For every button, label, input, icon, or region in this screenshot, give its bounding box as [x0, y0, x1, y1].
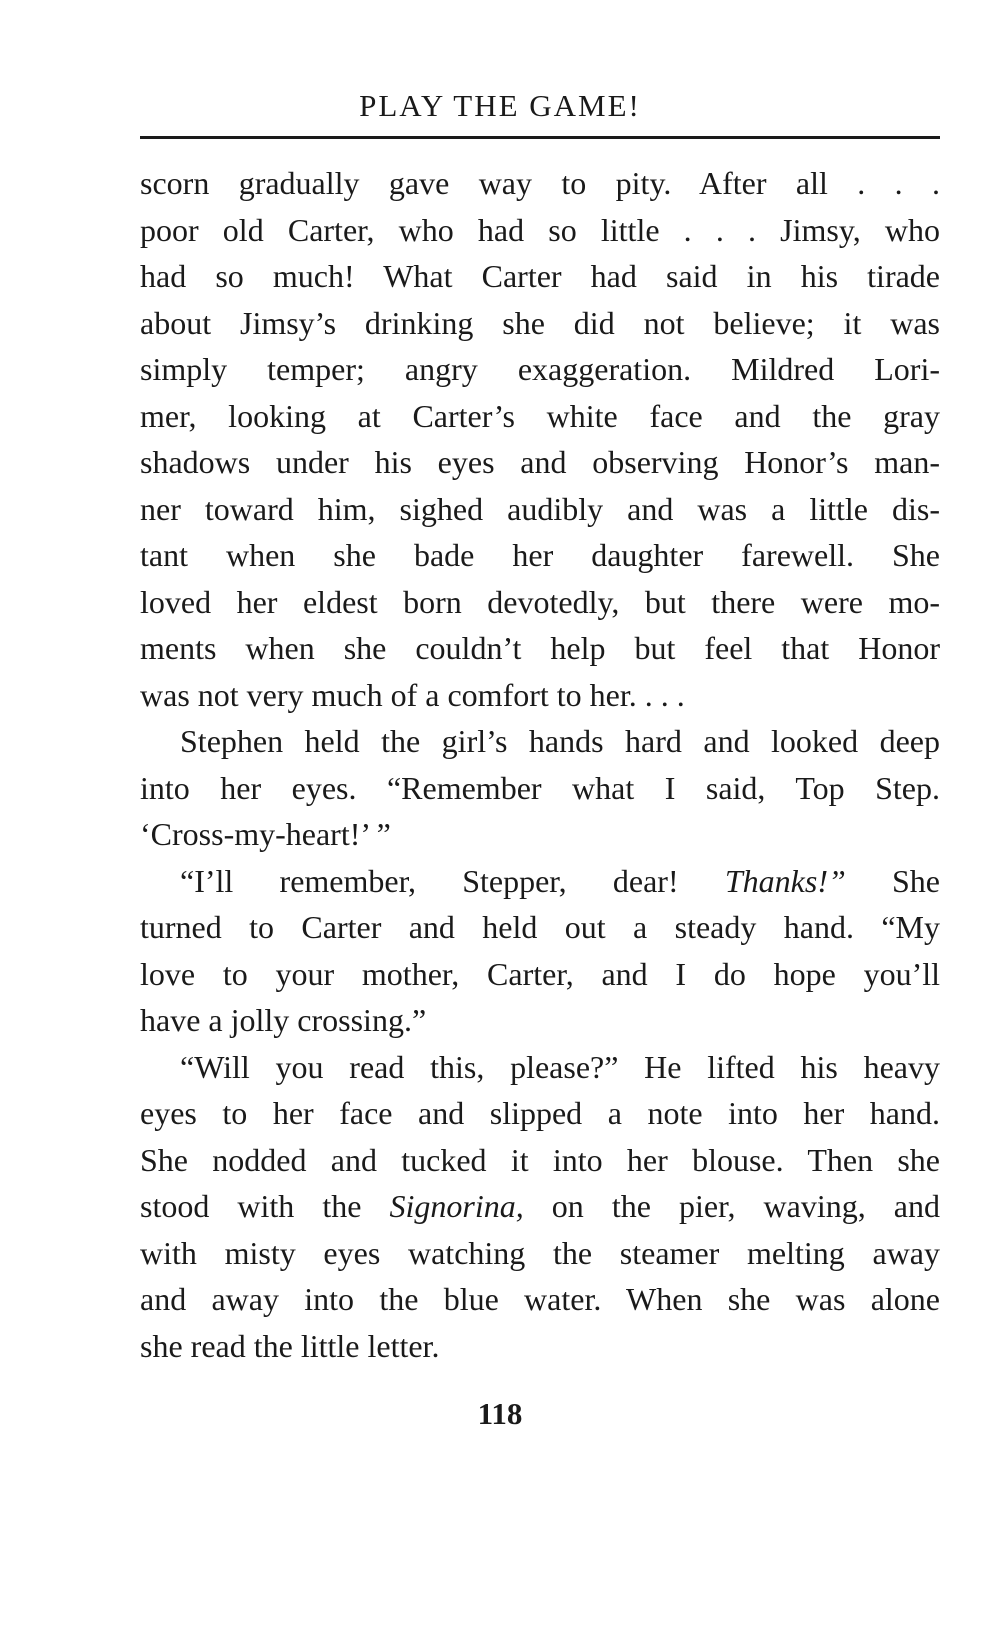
text-line: have a jolly crossing.” — [140, 1002, 427, 1038]
header-rule — [140, 136, 940, 139]
text-line: was not very much of a comfort to her. . . . — [140, 676, 685, 713]
text-line: into her eyes. “Remember what I said, Top Step. — [140, 769, 940, 806]
text-line: love to your mother, Carter, and I do hope you’ll — [140, 955, 940, 992]
text-line: about Jimsy’s drinking she did not believe; it was — [140, 304, 940, 341]
text-line: ‘Cross-my-heart!’ ” — [140, 816, 391, 852]
text-line: poor old Carter, who had so little . . . Jimsy, who — [140, 211, 940, 248]
text-line: She nodded and tucked it into her blouse. Then she — [140, 1141, 940, 1178]
text-line: she read the little letter. — [140, 1327, 440, 1364]
page-number: 118 — [477, 1396, 523, 1431]
text-line: and away into the blue water. When she was alone — [140, 1281, 940, 1317]
text-line: ner toward him, sighed audibly and was a little dis- — [140, 490, 940, 527]
text-line: Stephen held the girl’s hands hard and looked deep — [180, 723, 940, 759]
running-head: PLAY THE GAME! — [359, 88, 641, 123]
text-line: shadows under his eyes and observing Honor’s man- — [140, 444, 940, 480]
text-line: stood with the Signorina, on the pier, waving, and — [140, 1188, 941, 1224]
body-text — [140, 160, 940, 1369]
text-line: “I’ll remember, Stepper, dear! Thanks!” She — [180, 862, 941, 899]
text-line: had so much! What Carter had said in his tirade — [140, 258, 940, 294]
text-line: “Will you read this, please?” He lifted his heavy — [180, 1048, 940, 1085]
text-line: simply temper; angry exaggeration. Mildred Lori- — [140, 351, 940, 387]
text-line: with misty eyes watching the steamer melting away — [140, 1234, 940, 1271]
text-line: mer, looking at Carter’s white face and the gray — [140, 397, 940, 434]
text-line: scorn gradually gave way to pity. After all . . . — [140, 165, 940, 201]
text-line: eyes to her face and slipped a note into her hand. — [140, 1095, 940, 1131]
text-line: ments when she couldn’t help but feel that Honor — [140, 630, 940, 666]
text-line: turned to Carter and held out a steady hand. “My — [140, 909, 940, 945]
text-line: tant when she bade her daughter farewell. She — [140, 537, 940, 573]
text-line: loved her eldest born devotedly, but there were mo- — [140, 583, 940, 620]
